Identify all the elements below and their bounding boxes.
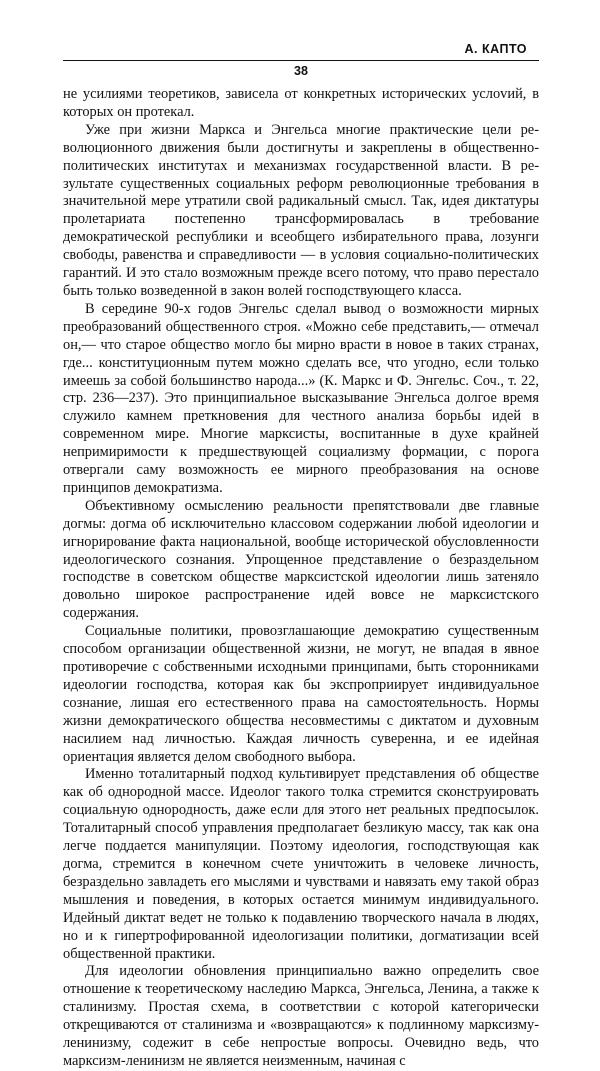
running-head-author: А. КАПТО [464,42,527,56]
page-number: 38 [294,64,308,78]
paragraph: Именно тоталитарный подход культивирует представления об обществе как об однородной массе. Идеолог такого толка стремится сконструировать социальную однородность, даже если для этого нет реальных предпосылок. Тоталитарный способ управления предполагает безликую массу, так как она легче поддается манипуляции. Поэтому идеология, господствующая как догма, стремится в конечном счете уничтожить в человеке личность, безраздельно завладеть его мыслями и чувствами и навязать ему такой образ мышления и поведения, в которых остается минимум индивидуального. Идейный диктат ведет не только к подавлению творческого начала в людях, но и к гипертрофированной идеологизации политики, догматизации всей общественной практики. [63,766,539,962]
book-page [63,40,539,1071]
header-rule [63,60,539,61]
paragraph: В середине 90-х годов Энгельс сделал вывод о возможности мирных преобразований общественного строя. «Можно себе представить,— отмечал он,— что старое общество могло бы мирно врасти в новое в таких странах, где... конституционным путем можно сделать все, что угодно, если только имеешь за собой большинство народа...» (К. Маркс и Ф. Энгельс. Соч., т. 22, стр. 236—237). Это принципиальное высказывание Энгельса долгое время служило камнем преткновения для честного анализа борьбы идей в современном мире. Многие марксисты, воспитанные в духе крайней непримиримости к предшествующей социализму формации, с порога отвергали саму возможность ее мирного преобразования на основе принципов демократизма. [63,300,539,496]
paragraph: Социальные политики, провозглашающие демократию существенным способом организации общественной жизни, не могут, не впадая в явное противоречие с собственными исходными принципами, быть сторонниками идеологии господства, которая как бы экспроприирует индивидуальное сознание, лишая его естественного права на самостоятельность. Нормы жизни демократического общества несовместимы с диктатом и духовным насилием над личностью. Каждая личность суверенна, и ее идейная ориентация является делом свободного выбора. [63,623,539,765]
paragraph: Объективному осмыслению реальности препятствовали две главные догмы: догма об исключительно классовом содержании любой идеологии и игнорирование факта национальной, вообще исторической обусловленности идеологического сознания. Упрощенное представление о безраздельном господстве в советском обществе марксистской идеологии лишь затеняло довольно широкое распространение идей вовсе не марксистского содержания. [63,497,539,622]
paragraph: Уже при жизни Маркса и Энгельса многие практические цели революционного движения были достигнуты и закреплены в общественно-политических институтах и механизмах государственной власти. В результате существенных социальных реформ революционные требования в значительной мере утратили свой радикальный смысл. Так, идея диктатуры пролетариата постепенно трансформировалась в требование демократической республики и всеобщего избирательного права, лозунги свободы, равенства и справедливости — в условия социально-политических гарантий. И это стало возможным прежде всего потому, что право перестало быть только возведенной в закон волей господствующего класса. [63,121,539,299]
paragraph-continued: не усилиями теоретиков, зависела от конкретных исторических услоvий, в которых он протекал. [63,86,539,120]
paragraph: Для идеологии обновления принципиально важно определить свое отношение к теоретическому наследию Маркса, Энгельса, Ленина, а также к сталинизму. Простая схема, в соответствии с которой категорически открещиваются от сталинизма и «возвращаются» к подлинному марксизму-ленинизму, содежит в себе непростые вопросы. Очевидно ведь, что марксизм-ленинизм не является неизменным, начиная с [63,963,539,1069]
body-text [63,86,539,1071]
